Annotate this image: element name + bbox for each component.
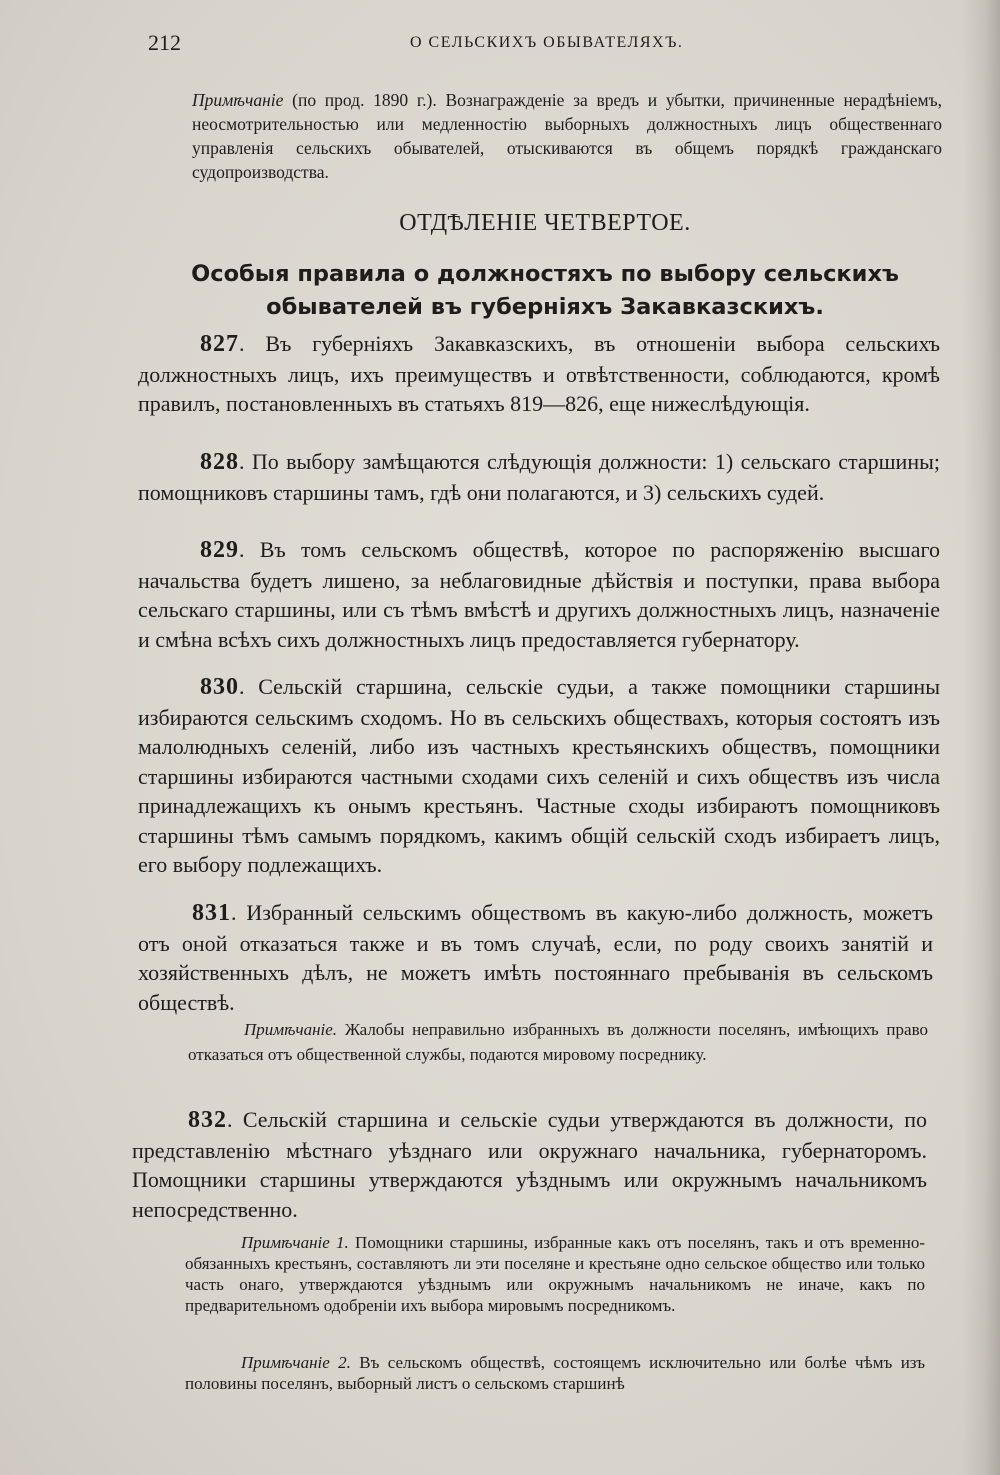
note-831-label: Примѣчаніе. xyxy=(244,1020,338,1039)
article-text: . Въ губерніяхъ Закавказскихъ, въ отношеніи выбора сельскихъ должностныхъ лицъ, ихъ преимуществъ и отвѣтственности, соблюдаются, кромѣ правилъ, постановленныхъ въ статьяхъ 819—826, еще нижеслѣдующія. xyxy=(138,331,940,416)
note-832-1-text: Помощники старшины, избранные какъ отъ поселянъ, такъ и отъ временно-обязанныхъ крестьянъ, составляютъ ли эти поселяне и крестьяне одно сельское общество или только часть онаго, утверждаются уѣзднымъ или окружнымъ начальникомъ не иначе, какъ по предварительномъ одобреніи ихъ выбора мировымъ посредникомъ. xyxy=(185,1233,926,1315)
article-text: . Въ томъ сельскомъ обществѣ, которое по распоряженію высшаго начальства будетъ лишено, за неблаговидные дѣйствія и поступки, права выбора сельскаго старшины, или съ тѣмъ вмѣстѣ и другихъ должностныхъ лицъ, назначеніе и смѣна всѣхъ сихъ должностныхъ лицъ предоставляется губернатору. xyxy=(138,537,940,652)
top-note-label: Примѣчаніе xyxy=(192,90,284,110)
article-829 xyxy=(138,535,940,654)
article-number: 828 xyxy=(200,449,239,475)
article-number: 829 xyxy=(200,537,239,563)
article-830 xyxy=(138,672,940,880)
note-832-2-label: Примѣчаніе 2. xyxy=(241,1353,351,1372)
note-831-text: Жалобы неправильно избранныхъ въ должности поселянъ, имѣющихъ право отказаться отъ общественной службы, подаются мировому посреднику. xyxy=(188,1020,928,1064)
top-note xyxy=(192,88,942,184)
note-832-1 xyxy=(185,1232,925,1316)
article-827 xyxy=(138,329,940,419)
article-text: . Сельскій старшина, сельскіе судьи, а также помощники старшины избираются сельскимъ сходомъ. Но въ сельскихъ обществахъ, которыя состоятъ изъ малолюдныхъ селеній, либо изъ частныхъ крестьянскихъ обществъ, помощники старшины избираются частными сходами сихъ селеній и сихъ обществъ изъ числа принадлежащихъ къ онымъ крестьянъ. Частные сходы избираютъ помощниковъ старшины тѣмъ самымъ порядкомъ, какимъ общій сельскій сходъ избираетъ лицъ, его выбору подлежащихъ. xyxy=(138,674,940,877)
article-828 xyxy=(138,447,940,507)
article-number: 832 xyxy=(188,1107,227,1133)
article-text: . Сельскій старшина и сельскіе судьи утверждаются въ должности, по представленію мѣстнаго уѣзднаго или окружнаго начальника, губернаторомъ. Помощники старшины утверждаются уѣзднымъ или окружнымъ начальникомъ непосредственно. xyxy=(132,1107,927,1222)
note-831 xyxy=(188,1018,928,1067)
note-832-2 xyxy=(185,1352,925,1394)
section-title: ОТДѢЛЕНІЕ ЧЕТВЕРТОЕ. xyxy=(399,210,691,236)
article-text: . Избранный сельскимъ обществомъ въ какую-либо должность, можетъ отъ оной отказаться также и въ томъ случаѣ, если, по роду своихъ занятій и хозяйственныхъ дѣлъ, не можетъ имѣть постояннаго пребыванія въ сельскомъ обществѣ. xyxy=(138,900,933,1015)
article-number: 830 xyxy=(200,674,239,700)
page-header xyxy=(148,30,940,60)
note-832-1-label: Примѣчаніе 1. xyxy=(241,1233,349,1252)
top-note-text: (по прод. 1890 г.). Вознагражденіе за вредъ и убытки, причиненные нерадѣніемъ, неосмотрительностью или медленностію выборныхъ должностныхъ лицъ общественнаго управленія сельскихъ обывателей, отыскиваются въ общемъ порядкѣ гражданскаго судопроизводства. xyxy=(192,90,942,182)
running-head: О СЕЛЬСКИХЪ ОБЫВАТЕЛЯХЪ. xyxy=(410,34,684,51)
article-number: 831 xyxy=(192,900,231,926)
note-832-2-text: Въ сельскомъ обществѣ, состоящемъ исключительно или болѣе чѣмъ изъ половины поселянъ, выборный листъ о сельскомъ старшинѣ xyxy=(185,1353,926,1393)
article-831 xyxy=(138,898,933,1017)
article-832 xyxy=(132,1105,927,1224)
section-subtitle: Особыя правила о должностяхъ по выбору сельскихъ обывателей въ губерніяхъ Закавказскихъ. xyxy=(191,261,899,320)
article-text: . По выбору замѣщаются слѣдующія должности: 1) сельскаго старшины; помощниковъ старшины тамъ, гдѣ они полагаются, и 3) сельскихъ судей. xyxy=(138,449,940,505)
page-edge-shadow xyxy=(962,0,1000,1475)
page-number: 212 xyxy=(148,30,181,55)
article-number: 827 xyxy=(200,331,239,357)
